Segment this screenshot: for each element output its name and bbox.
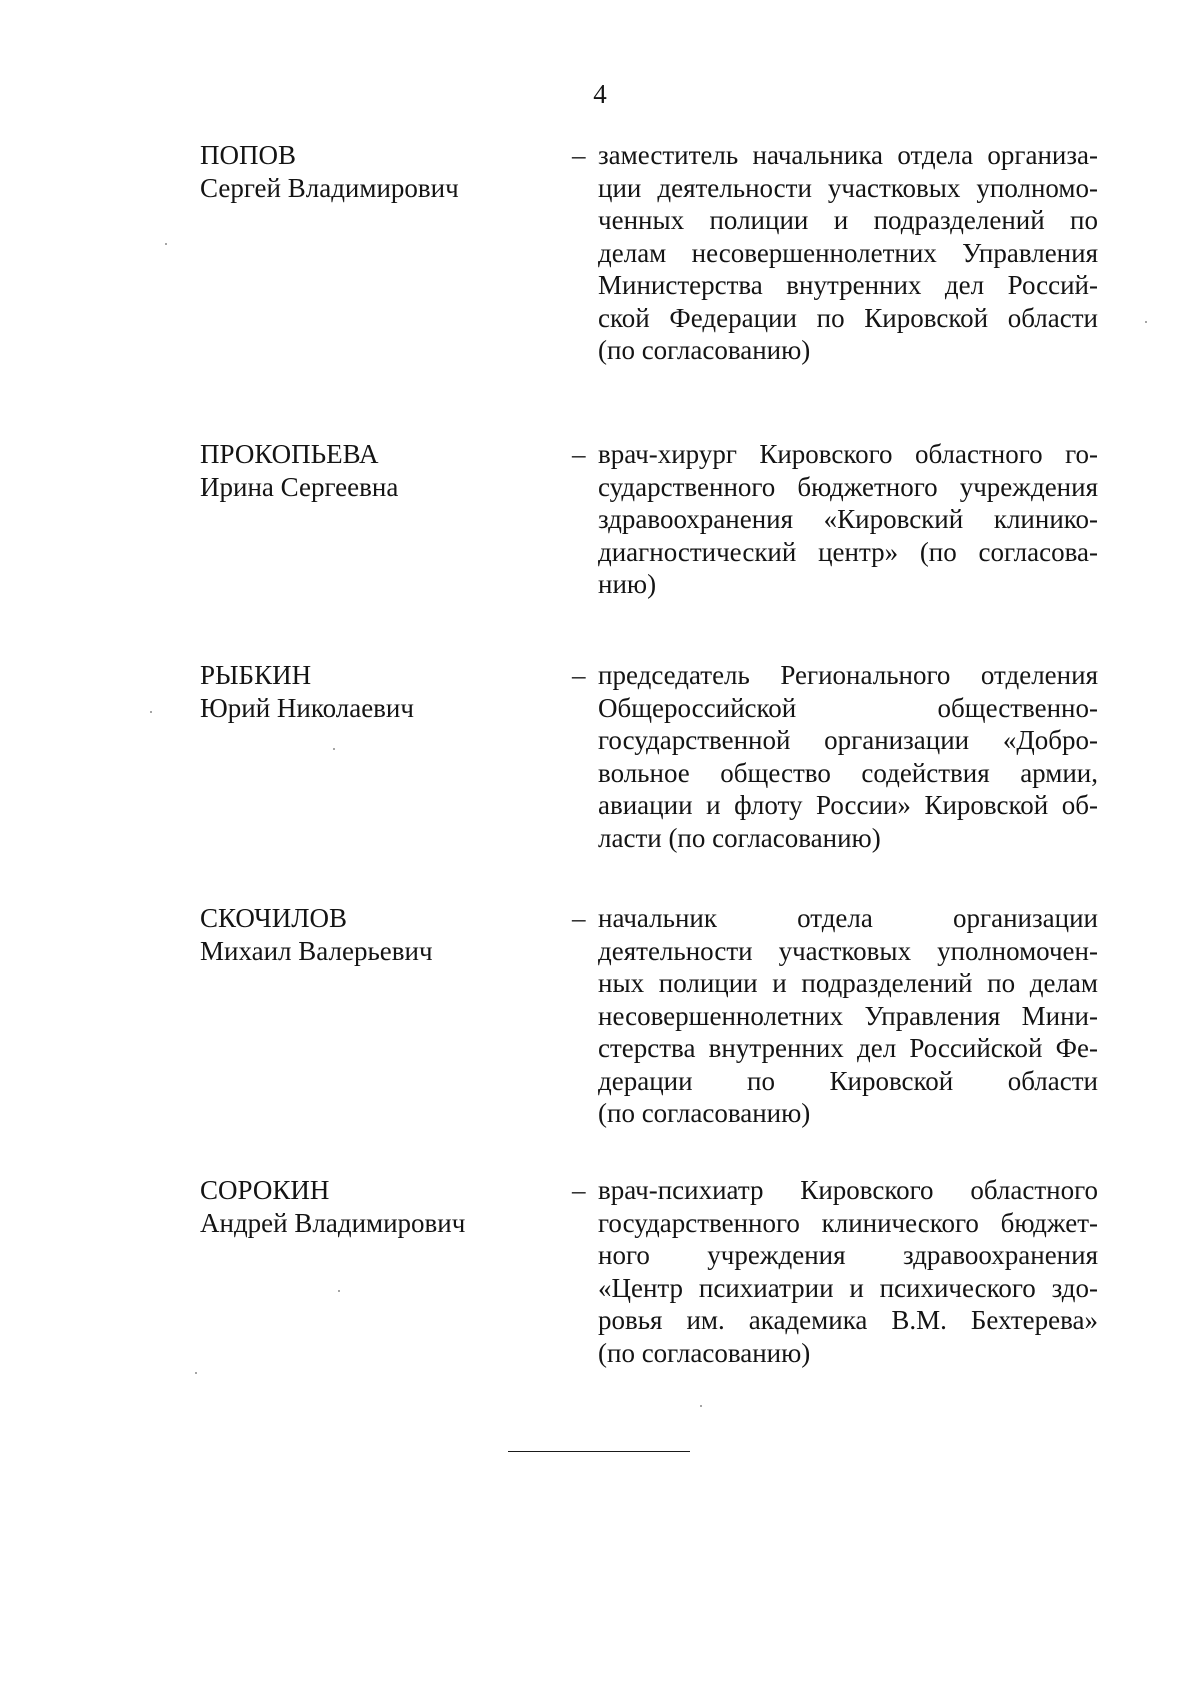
scan-speck — [195, 1372, 197, 1374]
member-role-line: вольное общество содействия армии, — [598, 757, 1098, 788]
member-role-line: дерации по Кировской области — [598, 1065, 1098, 1096]
member-dash: – — [572, 903, 586, 933]
member-name — [200, 1174, 530, 1239]
member-role-line: ской Федерации по Кировской области — [598, 302, 1098, 333]
member-role-line: председатель Регионального отделения — [598, 660, 1098, 690]
member-role-line: несовершеннолетних Управления Мини- — [598, 1000, 1098, 1031]
member-role-line: врач-хирург Кировского областного го- — [598, 439, 1098, 469]
scan-speck — [700, 1405, 702, 1407]
member-role — [598, 1174, 1098, 1369]
member-role-line: государственного клинического бюджет- — [598, 1207, 1098, 1238]
member-role-line: ного учреждения здравоохранения — [598, 1240, 1098, 1270]
member-role-line: ных полиции и подразделений по делам — [598, 968, 1098, 998]
member-role-line: авиации и флоту России» Кировской об- — [598, 790, 1098, 820]
member-dash: – — [572, 439, 586, 469]
member-given-names: Юрий Николаевич — [200, 692, 414, 723]
member-dash: – — [572, 140, 586, 170]
member-role — [598, 902, 1098, 1130]
member-given-names: Андрей Владимирович — [200, 1207, 466, 1238]
member-role-line: заместитель начальника отдела организа- — [598, 140, 1098, 170]
member-given-names: Михаил Валерьевич — [200, 935, 433, 966]
scan-speck — [338, 1290, 340, 1292]
member-role — [598, 659, 1098, 854]
member-role-line: здравоохранения «Кировский клинико- — [598, 504, 1098, 534]
scan-speck — [150, 711, 152, 713]
member-role-line: сударственного бюджетного учреждения — [598, 471, 1098, 502]
member-role-line: деятельности участковых уполномочен- — [598, 935, 1098, 966]
member-role — [598, 438, 1098, 601]
member-role-line: стерства внутренних дел Российской Фе- — [598, 1033, 1098, 1063]
member-role-line: ции деятельности участковых уполномо- — [598, 172, 1098, 203]
member-role-line: «Центр психиатрии и психического здо- — [598, 1272, 1098, 1303]
member-role-line: ченных полиции и подразделений по — [598, 205, 1098, 235]
member-surname: СКОЧИЛОВ — [200, 903, 348, 933]
member-dash: – — [572, 1175, 586, 1205]
member-role-line: нию) — [598, 569, 657, 599]
member-role-line: ласти (по согласованию) — [598, 822, 881, 853]
page-number: 4 — [593, 79, 607, 109]
member-surname: РЫБКИН — [200, 660, 312, 690]
member-role-line: Общероссийской общественно- — [598, 692, 1098, 723]
member-given-names: Сергей Владимирович — [200, 172, 459, 203]
scan-speck — [1145, 321, 1147, 323]
member-surname: ПРОКОПЬЕВА — [200, 439, 379, 469]
scan-speck — [165, 243, 167, 245]
member-role-line: (по согласованию) — [598, 1098, 811, 1128]
member-role-line: ровья им. академика В.М. Бехтерева» — [598, 1305, 1098, 1335]
member-name — [200, 438, 530, 503]
member-role-line: Министерства внутренних дел Россий- — [598, 270, 1098, 300]
scan-speck — [333, 748, 335, 750]
member-role-line: (по согласованию) — [598, 1337, 811, 1368]
member-role-line: (по согласованию) — [598, 335, 811, 365]
member-surname: СОРОКИН — [200, 1175, 330, 1205]
member-role-line: начальник отдела организации — [598, 903, 1098, 933]
end-of-list-rule — [508, 1451, 690, 1452]
member-role-line: государственной организации «Добро- — [598, 725, 1098, 755]
member-name — [200, 902, 530, 967]
member-dash: – — [572, 660, 586, 690]
member-name — [200, 659, 530, 724]
member-role-line: диагностический центр» (по согласова- — [598, 536, 1098, 567]
member-role-line: врач-психиатр Кировского областного — [598, 1175, 1098, 1205]
member-role-line: делам несовершеннолетних Управления — [598, 237, 1098, 268]
member-surname: ПОПОВ — [200, 140, 297, 170]
member-name — [200, 139, 530, 204]
member-role — [598, 139, 1098, 367]
member-given-names: Ирина Сергеевна — [200, 471, 399, 502]
